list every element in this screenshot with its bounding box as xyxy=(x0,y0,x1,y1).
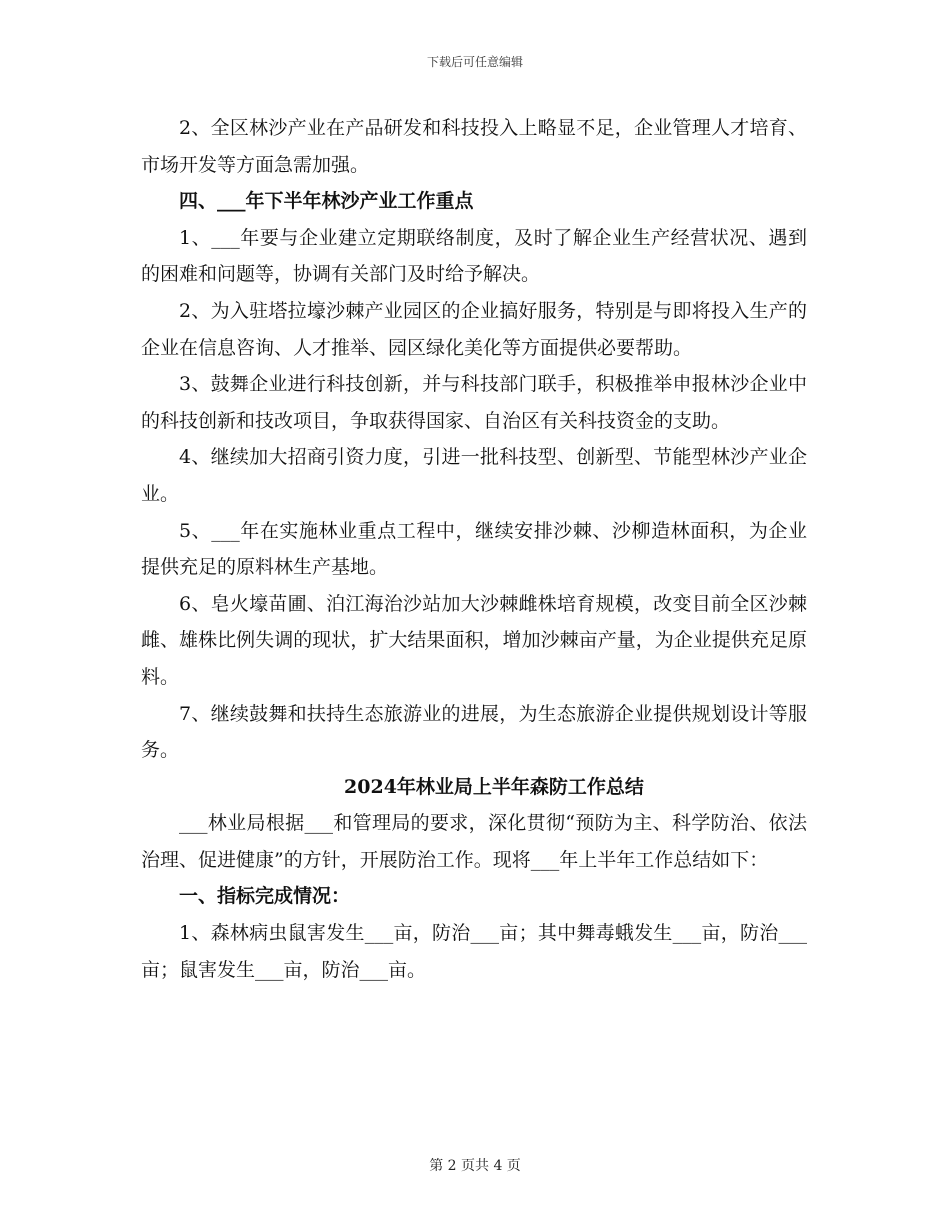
document-title: 2024年林业局上半年森防工作总结 xyxy=(344,775,644,798)
page-header: 下载后可任意编辑 xyxy=(426,55,523,69)
paragraph-item-2: 2、为入驻塔拉壕沙棘产业园区的企业搞好服务，特别是与即将投入生产的企业在信息咨询、人才推举、园区绿化美化等方面提供必要帮助。 xyxy=(141,299,807,359)
paragraph-item-4: 4、继续加大招商引资力度，引进一批科技型、创新型、节能型林沙产业企业。 xyxy=(141,446,807,505)
paragraph-item-5: 5、___年在实施林业重点工程中，继续安排沙棘、沙柳造林面积，为企业提供充足的原料林生产基地。 xyxy=(141,519,807,579)
section-heading-1: 一、指标完成情况： xyxy=(179,885,351,908)
section-heading-4: 四、___年下半年林沙产业工作重点 xyxy=(179,190,474,213)
paragraph-item-7: 7、继续鼓舞和扶持生态旅游业的进展，为生态旅游企业提供规划设计等服务。 xyxy=(141,702,807,762)
paragraph-item-3: 3、鼓舞企业进行科技创新，并与科技部门联手，积极推举申报林沙企业中的科技创新和技改项目，争取获得国家、自治区有关科技资金的支助。 xyxy=(141,373,807,432)
paragraph-item-6: 6、皂火壕苗圃、泊江海治沙站加大沙棘雌株培育规模，改变目前全区沙棘雌、雄株比例失调的现状，扩大结果面积，增加沙棘亩产量，为企业提供充足原料。 xyxy=(141,592,807,688)
paragraph-issue-2: 2、全区林沙产业在产品研发和科技投入上略显不足，企业管理人才培育、市场开发等方面急需加强。 xyxy=(141,117,807,176)
document-body xyxy=(141,110,807,988)
page-footer: 第 2 页共 4 页 xyxy=(429,1158,521,1174)
paragraph-indicator-1: 1、森林病虫鼠害发生___亩，防治___亩；其中舞毒蛾发生___亩，防治___亩；鼠害发生___亩，防治___亩。 xyxy=(141,922,807,981)
paragraph-item-1: 1、___年要与企业建立定期联络制度，及时了解企业生产经营状况、遇到的困难和问题等，协调有关部门及时给予解决。 xyxy=(141,226,807,286)
paragraph-intro: ___林业局根据___和管理局的要求，深化贯彻“预防为主、科学防治、依法治理、促进健康”的方针，开展防治工作。现将___年上半年工作总结如下： xyxy=(141,812,807,871)
